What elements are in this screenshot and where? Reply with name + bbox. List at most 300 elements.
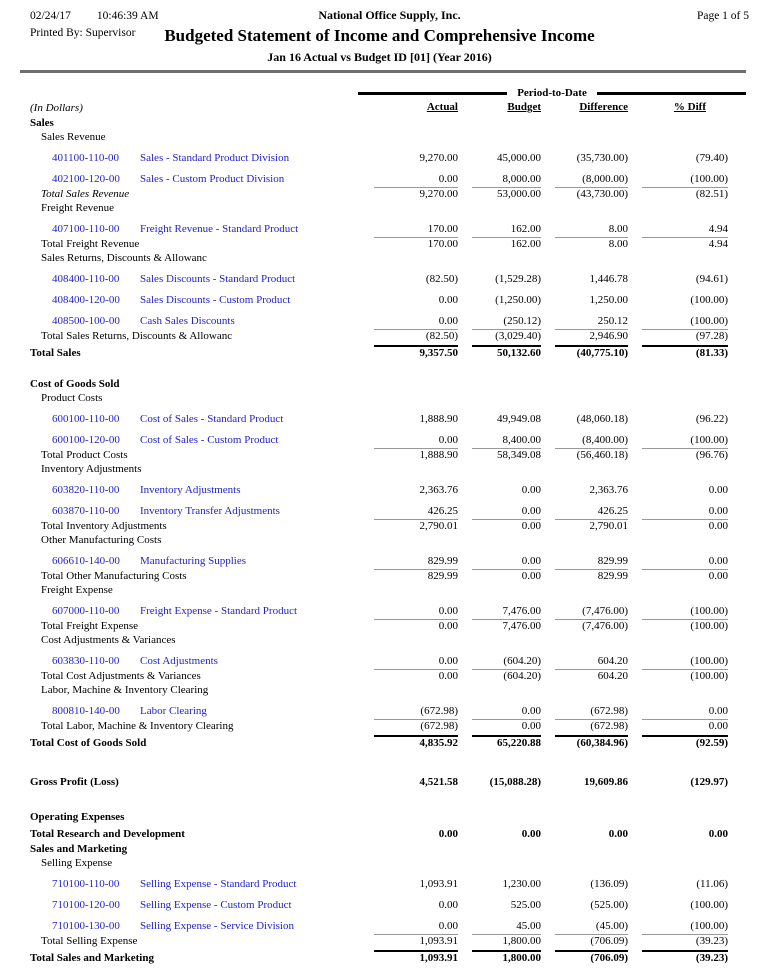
value-cell xyxy=(360,448,458,461)
value-cell xyxy=(541,187,628,200)
cell-value: 829.99 xyxy=(597,555,628,568)
cell-value: 250.12 xyxy=(597,315,628,328)
cell-value: (250.12) xyxy=(503,315,541,328)
account-row xyxy=(30,475,758,496)
cell-value: 829.99 xyxy=(555,569,628,582)
row-label: Total Sales and Marketing xyxy=(30,952,154,965)
cell-value: 170.00 xyxy=(374,237,458,250)
value-cell xyxy=(360,569,458,582)
cell-value: 0.00 xyxy=(374,619,458,632)
value-cell xyxy=(628,619,728,632)
value-cell xyxy=(541,605,628,617)
account-description-link[interactable]: Cash Sales Discounts xyxy=(140,315,235,328)
value-cell xyxy=(458,413,541,425)
report-row xyxy=(30,327,758,342)
account-number-link[interactable]: 800810-140-00 xyxy=(52,705,120,718)
cell-value: (8,000.00) xyxy=(582,173,628,186)
row-label: Freight Revenue xyxy=(41,202,115,215)
cell-value: (7,476.00) xyxy=(582,605,628,618)
value-cell xyxy=(541,669,628,682)
account-label-cell xyxy=(30,434,360,446)
report-row xyxy=(30,342,758,359)
account-label-cell xyxy=(30,152,360,164)
cell-value: 65,220.88 xyxy=(472,735,541,749)
cell-value: 426.25 xyxy=(597,505,628,518)
cell-value: (706.09) xyxy=(555,950,628,964)
cell-value: (672.98) xyxy=(374,719,458,732)
account-label-cell xyxy=(30,173,360,185)
cell-value: (48,060.18) xyxy=(576,413,628,426)
value-cell xyxy=(628,519,728,532)
value-cell xyxy=(458,655,541,667)
value-cell xyxy=(360,920,458,932)
value-cell xyxy=(458,950,541,964)
cell-value: 7,476.00 xyxy=(472,619,541,632)
cell-value: 45,000.00 xyxy=(497,152,541,165)
account-row xyxy=(30,264,758,285)
cell-value: (7,476.00) xyxy=(555,619,628,632)
row-label: Total Cost Adjustments & Variances xyxy=(41,670,201,683)
report-row xyxy=(30,682,758,696)
value-cell xyxy=(360,899,458,911)
cell-value: 2,790.01 xyxy=(555,519,628,532)
cell-value: (97.28) xyxy=(642,329,728,342)
cell-value: (100.00) xyxy=(690,173,728,186)
account-row xyxy=(30,596,758,617)
account-label-cell xyxy=(30,878,360,890)
value-cell xyxy=(628,152,728,164)
print-datetime xyxy=(30,10,260,22)
value-cell xyxy=(628,828,728,840)
report-meta-line xyxy=(0,0,759,23)
print-date: 02/24/17 xyxy=(30,10,71,22)
value-cell xyxy=(458,878,541,890)
report-rows xyxy=(30,114,758,964)
account-description-link[interactable]: Freight Revenue - Standard Product xyxy=(140,223,299,236)
value-cell xyxy=(628,920,728,932)
spacer xyxy=(30,788,758,808)
cell-value: 1,888.90 xyxy=(374,448,458,461)
report-row xyxy=(30,129,758,143)
row-label: Other Manufacturing Costs xyxy=(41,534,162,547)
column-header-actual: Actual xyxy=(426,101,458,114)
cell-value: 8,400.00 xyxy=(502,434,541,447)
value-cell xyxy=(628,735,728,749)
value-cell xyxy=(360,237,458,250)
cell-value: (129.97) xyxy=(690,776,728,789)
value-cell xyxy=(360,434,458,446)
value-cell xyxy=(458,705,541,717)
value-cell xyxy=(541,735,628,749)
account-row xyxy=(30,646,758,667)
account-description-link[interactable]: Labor Clearing xyxy=(140,705,207,718)
cell-value: 1,800.00 xyxy=(472,950,541,964)
account-number-link[interactable]: 710100-120-00 xyxy=(52,899,120,912)
cell-value: 0.00 xyxy=(438,899,458,912)
value-cell xyxy=(628,223,728,235)
value-cell xyxy=(360,735,458,749)
account-number-link[interactable]: 408400-120-00 xyxy=(52,294,120,307)
cell-value: (15,088.28) xyxy=(489,776,541,789)
value-cell xyxy=(541,223,628,235)
cell-value: 1,093.91 xyxy=(374,934,458,947)
account-number-link[interactable]: 603820-110-00 xyxy=(52,484,120,497)
value-cell xyxy=(541,237,628,250)
value-cell xyxy=(360,329,458,342)
cell-value: (96.22) xyxy=(695,413,728,426)
value-cell xyxy=(541,173,628,185)
report-row xyxy=(30,200,758,214)
value-cell xyxy=(360,950,458,964)
account-row xyxy=(30,143,758,164)
account-description-link[interactable]: Cost of Sales - Custom Product xyxy=(140,434,279,447)
report-row xyxy=(30,840,758,855)
value-cell xyxy=(458,187,541,200)
cell-value: (39.23) xyxy=(642,950,728,964)
value-cell xyxy=(628,329,728,342)
report-row xyxy=(30,717,758,732)
report-row xyxy=(30,667,758,682)
value-cell xyxy=(360,669,458,682)
report-row xyxy=(30,235,758,250)
value-cell xyxy=(458,776,541,788)
value-cell xyxy=(360,315,458,327)
account-number-link[interactable]: 407100-110-00 xyxy=(52,223,120,236)
account-row xyxy=(30,164,758,185)
cell-value: 604.20 xyxy=(555,669,628,682)
report-row xyxy=(30,567,758,582)
cell-value: 4,835.92 xyxy=(374,735,458,749)
report-row xyxy=(30,947,758,964)
value-cell xyxy=(360,719,458,732)
cell-value: 9,270.00 xyxy=(374,187,458,200)
account-number-link[interactable]: 401100-110-00 xyxy=(52,152,120,165)
row-label: Total Cost of Goods Sold xyxy=(30,737,147,750)
value-cell xyxy=(628,187,728,200)
account-description-link[interactable]: Manufacturing Supplies xyxy=(140,555,247,568)
account-description-link[interactable]: Sales Discounts - Custom Product xyxy=(140,294,291,307)
title-block xyxy=(0,25,759,65)
account-number-link[interactable]: 607000-110-00 xyxy=(52,605,120,618)
row-label: Total Freight Revenue xyxy=(41,238,140,251)
account-label-cell xyxy=(30,655,360,667)
value-cell xyxy=(458,920,541,932)
cell-value: 0.00 xyxy=(642,569,728,582)
cell-value: (604.20) xyxy=(472,669,541,682)
value-cell xyxy=(458,669,541,682)
account-description-link[interactable]: Inventory Transfer Adjustments xyxy=(140,505,280,518)
report-row xyxy=(30,808,758,823)
row-label: Sales and Marketing xyxy=(30,843,128,856)
cell-value: 0.00 xyxy=(438,294,458,307)
value-cell xyxy=(628,294,728,306)
value-cell xyxy=(458,294,541,306)
account-description-link[interactable]: Sales - Standard Product Division xyxy=(140,152,290,165)
report-row xyxy=(30,532,758,546)
value-cell xyxy=(541,329,628,342)
account-number-link[interactable]: 710100-110-00 xyxy=(52,878,120,891)
cell-value: 0.00 xyxy=(608,828,628,841)
row-label: Total Selling Expense xyxy=(41,935,138,948)
cell-value: (100.00) xyxy=(690,899,728,912)
account-number-link[interactable]: 603870-110-00 xyxy=(52,505,120,518)
row-label: Total Labor, Machine & Inventory Clearing xyxy=(41,720,234,733)
cell-value: 2,363.76 xyxy=(419,484,458,497)
value-cell xyxy=(458,237,541,250)
account-description-link[interactable]: Inventory Adjustments xyxy=(140,484,241,497)
account-row xyxy=(30,496,758,517)
value-cell xyxy=(360,776,458,788)
value-cell xyxy=(541,920,628,932)
cell-value: 1,446.78 xyxy=(589,273,628,286)
value-cell xyxy=(628,776,728,788)
row-label: Total Sales xyxy=(30,347,81,360)
value-cell xyxy=(458,555,541,567)
cell-value: 0.00 xyxy=(521,484,541,497)
report-row xyxy=(30,823,758,840)
account-number-link[interactable]: 402100-120-00 xyxy=(52,173,120,186)
value-cell xyxy=(628,655,728,667)
account-description-link[interactable]: Selling Expense - Standard Product xyxy=(140,878,297,891)
value-cell xyxy=(458,735,541,749)
report-row xyxy=(30,582,758,596)
cell-value: (82.50) xyxy=(425,273,458,286)
cell-value: 0.00 xyxy=(472,519,541,532)
value-cell xyxy=(541,505,628,517)
row-label: Cost Adjustments & Variances xyxy=(41,634,176,647)
banner-line-left xyxy=(358,92,507,95)
row-label: Freight Expense xyxy=(41,584,113,597)
cell-value: 1,230.00 xyxy=(502,878,541,891)
value-cell xyxy=(458,828,541,840)
value-cell xyxy=(458,484,541,496)
value-cell xyxy=(360,655,458,667)
report-row xyxy=(30,114,758,129)
cell-value: 9,270.00 xyxy=(419,152,458,165)
period-group-header: Period-to-Date xyxy=(517,87,587,100)
account-row xyxy=(30,696,758,717)
cell-value: 58,349.08 xyxy=(472,448,541,461)
account-number-link[interactable]: 408500-100-00 xyxy=(52,315,120,328)
cell-value: 1,093.91 xyxy=(419,878,458,891)
cell-value: 0.00 xyxy=(708,705,728,718)
report-row xyxy=(30,771,758,788)
cell-value: 8,000.00 xyxy=(502,173,541,186)
cell-value: 0.00 xyxy=(438,828,458,841)
row-label: Selling Expense xyxy=(41,857,113,870)
row-label: Total Product Costs xyxy=(41,449,128,462)
cell-value: (81.33) xyxy=(642,345,728,359)
value-cell xyxy=(628,434,728,446)
value-cell xyxy=(541,878,628,890)
cell-value: 50,132.60 xyxy=(472,345,541,359)
cell-value: (1,250.00) xyxy=(495,294,541,307)
value-cell xyxy=(458,329,541,342)
account-label-cell xyxy=(30,920,360,932)
banner-line-right xyxy=(597,92,746,95)
account-label-cell xyxy=(30,294,360,306)
cell-value: 829.99 xyxy=(374,569,458,582)
cell-value: 19,609.86 xyxy=(584,776,628,789)
cell-value: 0.00 xyxy=(438,315,458,328)
account-number-link[interactable]: 600100-120-00 xyxy=(52,434,120,447)
value-cell xyxy=(458,519,541,532)
value-cell xyxy=(541,345,628,359)
value-cell xyxy=(360,605,458,617)
value-cell xyxy=(541,776,628,788)
account-description-link[interactable]: Selling Expense - Custom Product xyxy=(140,899,292,912)
cell-value: (100.00) xyxy=(642,669,728,682)
account-row xyxy=(30,285,758,306)
value-cell xyxy=(458,448,541,461)
value-cell xyxy=(628,950,728,964)
value-cell xyxy=(628,555,728,567)
cell-value: 0.00 xyxy=(708,555,728,568)
row-label: Product Costs xyxy=(41,392,103,405)
cell-value: 7,476.00 xyxy=(502,605,541,618)
cell-value: (94.61) xyxy=(695,273,728,286)
value-cell xyxy=(628,669,728,682)
report-title: Budgeted Statement of Income and Comprehensive Income xyxy=(164,26,595,45)
row-label: Total Sales Revenue xyxy=(41,188,130,201)
value-cell xyxy=(541,950,628,964)
cell-value: (56,460.18) xyxy=(555,448,628,461)
value-cell xyxy=(628,878,728,890)
value-cell xyxy=(360,505,458,517)
value-cell xyxy=(458,505,541,517)
row-label: Sales Revenue xyxy=(41,131,106,144)
cell-value: 1,093.91 xyxy=(374,950,458,964)
account-label-cell xyxy=(30,705,360,717)
value-cell xyxy=(541,705,628,717)
cell-value: 1,250.00 xyxy=(589,294,628,307)
cell-value: 0.00 xyxy=(438,173,458,186)
company-name: National Office Supply, Inc. xyxy=(318,8,461,22)
cell-value: 0.00 xyxy=(521,828,541,841)
value-cell xyxy=(541,315,628,327)
value-cell xyxy=(360,187,458,200)
cell-value: (43,730.00) xyxy=(555,187,628,200)
cell-value: 0.00 xyxy=(438,434,458,447)
value-cell xyxy=(628,705,728,717)
report-row xyxy=(30,390,758,404)
account-number-link[interactable]: 408400-110-00 xyxy=(52,273,120,286)
account-description-link[interactable]: Sales Discounts - Standard Product xyxy=(140,273,296,286)
report-subtitle: Jan 16 Actual vs Budget ID [01] (Year 2016) xyxy=(267,50,492,65)
cell-value: (672.98) xyxy=(590,705,628,718)
cell-value: 170.00 xyxy=(427,223,458,236)
account-label-cell xyxy=(30,899,360,911)
cell-value: 0.00 xyxy=(642,519,728,532)
account-number-link[interactable]: 710100-130-00 xyxy=(52,920,120,933)
value-cell xyxy=(541,828,628,840)
account-description-link[interactable]: Cost Adjustments xyxy=(140,655,218,668)
row-label: Labor, Machine & Inventory Clearing xyxy=(41,684,209,697)
value-cell xyxy=(628,505,728,517)
report-row xyxy=(30,732,758,749)
cell-value: (136.09) xyxy=(590,878,628,891)
value-cell xyxy=(628,345,728,359)
value-cell xyxy=(628,237,728,250)
report-row xyxy=(30,617,758,632)
account-row xyxy=(30,214,758,235)
value-cell xyxy=(458,173,541,185)
value-cell xyxy=(541,152,628,164)
value-cell xyxy=(360,878,458,890)
cell-value: 0.00 xyxy=(642,719,728,732)
value-cell xyxy=(360,484,458,496)
cell-value: (100.00) xyxy=(642,619,728,632)
cell-value: 0.00 xyxy=(438,605,458,618)
value-cell xyxy=(458,315,541,327)
value-cell xyxy=(541,413,628,425)
cell-value: (672.98) xyxy=(555,719,628,732)
account-number-link[interactable]: 606610-140-00 xyxy=(52,555,120,568)
account-description-link[interactable]: Freight Expense - Standard Product xyxy=(140,605,298,618)
cell-value: (100.00) xyxy=(690,294,728,307)
report-row xyxy=(30,185,758,200)
cell-value: 604.20 xyxy=(597,655,628,668)
account-number-link[interactable]: 603830-110-00 xyxy=(52,655,120,668)
value-cell xyxy=(360,173,458,185)
account-row xyxy=(30,890,758,911)
account-number-link[interactable]: 600100-110-00 xyxy=(52,413,120,426)
cell-value: (100.00) xyxy=(690,605,728,618)
value-cell xyxy=(541,569,628,582)
value-cell xyxy=(628,719,728,732)
value-cell xyxy=(360,828,458,840)
account-label-cell xyxy=(30,505,360,517)
account-row xyxy=(30,306,758,327)
cell-value: 0.00 xyxy=(374,669,458,682)
cell-value: (92.59) xyxy=(642,735,728,749)
cell-value: 0.00 xyxy=(708,505,728,518)
row-label: Total Sales Returns, Discounts & Allowanc xyxy=(41,330,233,343)
cell-value: (82.51) xyxy=(642,187,728,200)
row-label: Cost of Goods Sold xyxy=(30,378,120,391)
report-row xyxy=(30,446,758,461)
account-row xyxy=(30,911,758,932)
cell-value: (1,529.28) xyxy=(495,273,541,286)
value-cell xyxy=(628,605,728,617)
cell-value: 0.00 xyxy=(708,484,728,497)
value-cell xyxy=(458,719,541,732)
cell-value: (39.23) xyxy=(642,934,728,947)
report-row xyxy=(30,517,758,532)
value-cell xyxy=(628,934,728,947)
value-cell xyxy=(458,273,541,285)
account-description-link[interactable]: Sales - Custom Product Division xyxy=(140,173,285,186)
account-description-link[interactable]: Selling Expense - Service Division xyxy=(140,920,294,933)
account-label-cell xyxy=(30,273,360,285)
value-cell xyxy=(360,705,458,717)
account-row xyxy=(30,404,758,425)
cell-value: (100.00) xyxy=(690,315,728,328)
cell-value: 8.00 xyxy=(555,237,628,250)
cell-value: (60,384.96) xyxy=(555,735,628,749)
cell-value: 2,946.90 xyxy=(555,329,628,342)
account-description-link[interactable]: Cost of Sales - Standard Product xyxy=(140,413,284,426)
value-cell xyxy=(541,655,628,667)
value-cell xyxy=(360,152,458,164)
print-time: 10:46:39 AM xyxy=(96,10,159,22)
row-label: Total Freight Expense xyxy=(41,620,138,633)
cell-value: (706.09) xyxy=(555,934,628,947)
value-cell xyxy=(628,899,728,911)
value-cell xyxy=(458,434,541,446)
cell-value: 2,363.76 xyxy=(589,484,628,497)
row-label: Total Other Manufacturing Costs xyxy=(41,570,187,583)
